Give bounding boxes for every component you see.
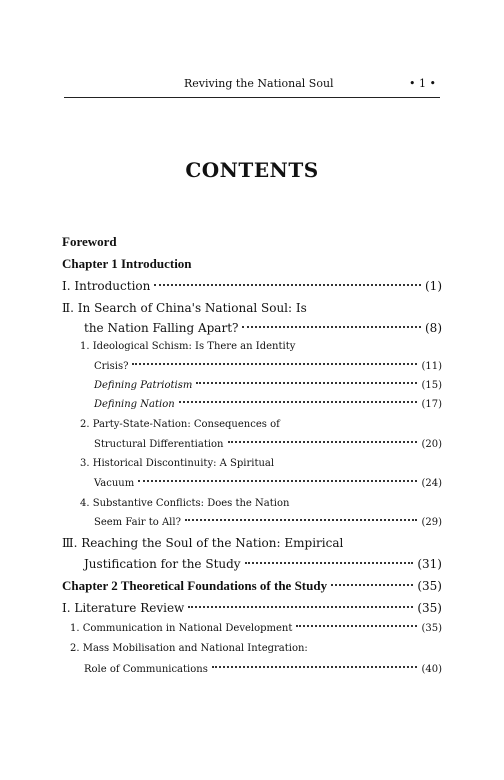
toc-entry-label: 4. Substantive Conflicts: Does the Nation xyxy=(80,498,290,509)
dot-leader xyxy=(228,441,418,443)
toc-entry-label: Seem Fair to All? xyxy=(94,517,181,528)
toc-entry-label: Crisis? xyxy=(94,361,129,372)
toc-entry-communication-development xyxy=(70,618,442,640)
toc-entry-label: 3. Historical Discontinuity: A Spiritual xyxy=(80,458,275,469)
toc-entry-literature-review xyxy=(62,597,442,619)
toc-entry-label: Chapter 2 Theoretical Foundations of the Study xyxy=(62,578,328,593)
toc-entry-chapter-2 xyxy=(62,575,442,597)
toc-page-number: (15) xyxy=(421,380,442,391)
toc-page-number: (8) xyxy=(425,321,442,335)
toc-entry-label: 2. Party-State-Nation: Consequences of xyxy=(80,419,280,430)
toc-entry-label: Defining Patriotism xyxy=(94,380,193,391)
dot-leader xyxy=(196,382,417,384)
dot-leader xyxy=(188,606,413,608)
dot-leader xyxy=(212,666,418,668)
toc-entry-role-of-communications xyxy=(84,659,442,681)
toc-page-number: (17) xyxy=(421,399,442,410)
running-header xyxy=(66,77,442,93)
toc-page-number: (35) xyxy=(421,623,442,634)
dot-leader xyxy=(132,363,417,365)
toc-entry-vacuum xyxy=(94,473,442,495)
toc-entry-label: Role of Communications xyxy=(84,664,208,675)
toc-entry-label: Ⅲ. Reaching the Soul of the Nation: Empirical xyxy=(62,536,344,550)
toc-entry-label: Ⅱ. In Search of China's National Soul: Is xyxy=(62,301,307,315)
toc-page-number: (11) xyxy=(421,361,442,372)
toc-entry-mass-mobilisation xyxy=(70,638,442,660)
toc-entry-label: Chapter 1 Introduction xyxy=(62,256,192,271)
toc-entry-label: Defining Nation xyxy=(94,399,175,410)
dot-leader xyxy=(242,326,421,328)
toc-entry-label: Ⅰ. Introduction xyxy=(62,279,151,293)
dot-leader xyxy=(331,584,413,586)
page-number: • 1 • xyxy=(409,77,436,90)
contents-heading: CONTENTS xyxy=(185,158,319,182)
toc-page-number: (1) xyxy=(425,279,442,293)
dot-leader xyxy=(179,401,418,403)
toc-entry-fair-to-all xyxy=(94,512,442,534)
running-title: Reviving the National Soul xyxy=(184,77,334,90)
dot-leader xyxy=(185,519,418,521)
toc-entry-label: 1. Communication in National Development xyxy=(70,623,293,634)
toc-entry-defining-nation xyxy=(94,394,442,416)
toc-page-number: (20) xyxy=(421,439,442,450)
toc-entry-label: 2. Mass Mobilisation and National Integration: xyxy=(70,643,308,654)
toc-page-number: (40) xyxy=(421,664,442,675)
dot-leader xyxy=(245,562,414,564)
toc-page-number: (29) xyxy=(421,517,442,528)
dot-leader xyxy=(138,480,417,482)
toc-entry-foreword xyxy=(62,231,442,253)
dot-leader xyxy=(296,625,417,627)
toc-entry-label: Foreword xyxy=(62,234,117,249)
toc-page-number: (35) xyxy=(417,579,442,593)
header-rule xyxy=(64,97,440,98)
toc-entry-label: Vacuum xyxy=(94,478,135,489)
toc-entry-historical-discontinuity xyxy=(80,453,442,475)
toc-entry-national-soul xyxy=(62,297,442,319)
toc-entry-reaching-soul xyxy=(62,532,442,554)
toc-entry-introduction xyxy=(62,275,442,297)
dot-leader xyxy=(154,284,421,286)
toc-entry-party-state-nation xyxy=(80,414,442,436)
toc-entry-label: Justification for the Study xyxy=(84,557,241,571)
toc-page-number: (31) xyxy=(417,557,442,571)
toc-entry-label: Ⅰ. Literature Review xyxy=(62,601,185,615)
toc-page-number: (24) xyxy=(421,478,442,489)
toc-page-number: (35) xyxy=(417,601,442,615)
toc-entry-empirical-justification xyxy=(84,553,442,575)
toc-entry-label: Structural Differentiation xyxy=(94,439,224,450)
toc-entry-chapter-1 xyxy=(62,253,442,275)
toc-entry-ideological-schism xyxy=(80,336,442,358)
toc-entry-label: the Nation Falling Apart? xyxy=(84,321,239,335)
toc-entry-label: 1. Ideological Schism: Is There an Identity xyxy=(80,341,296,352)
